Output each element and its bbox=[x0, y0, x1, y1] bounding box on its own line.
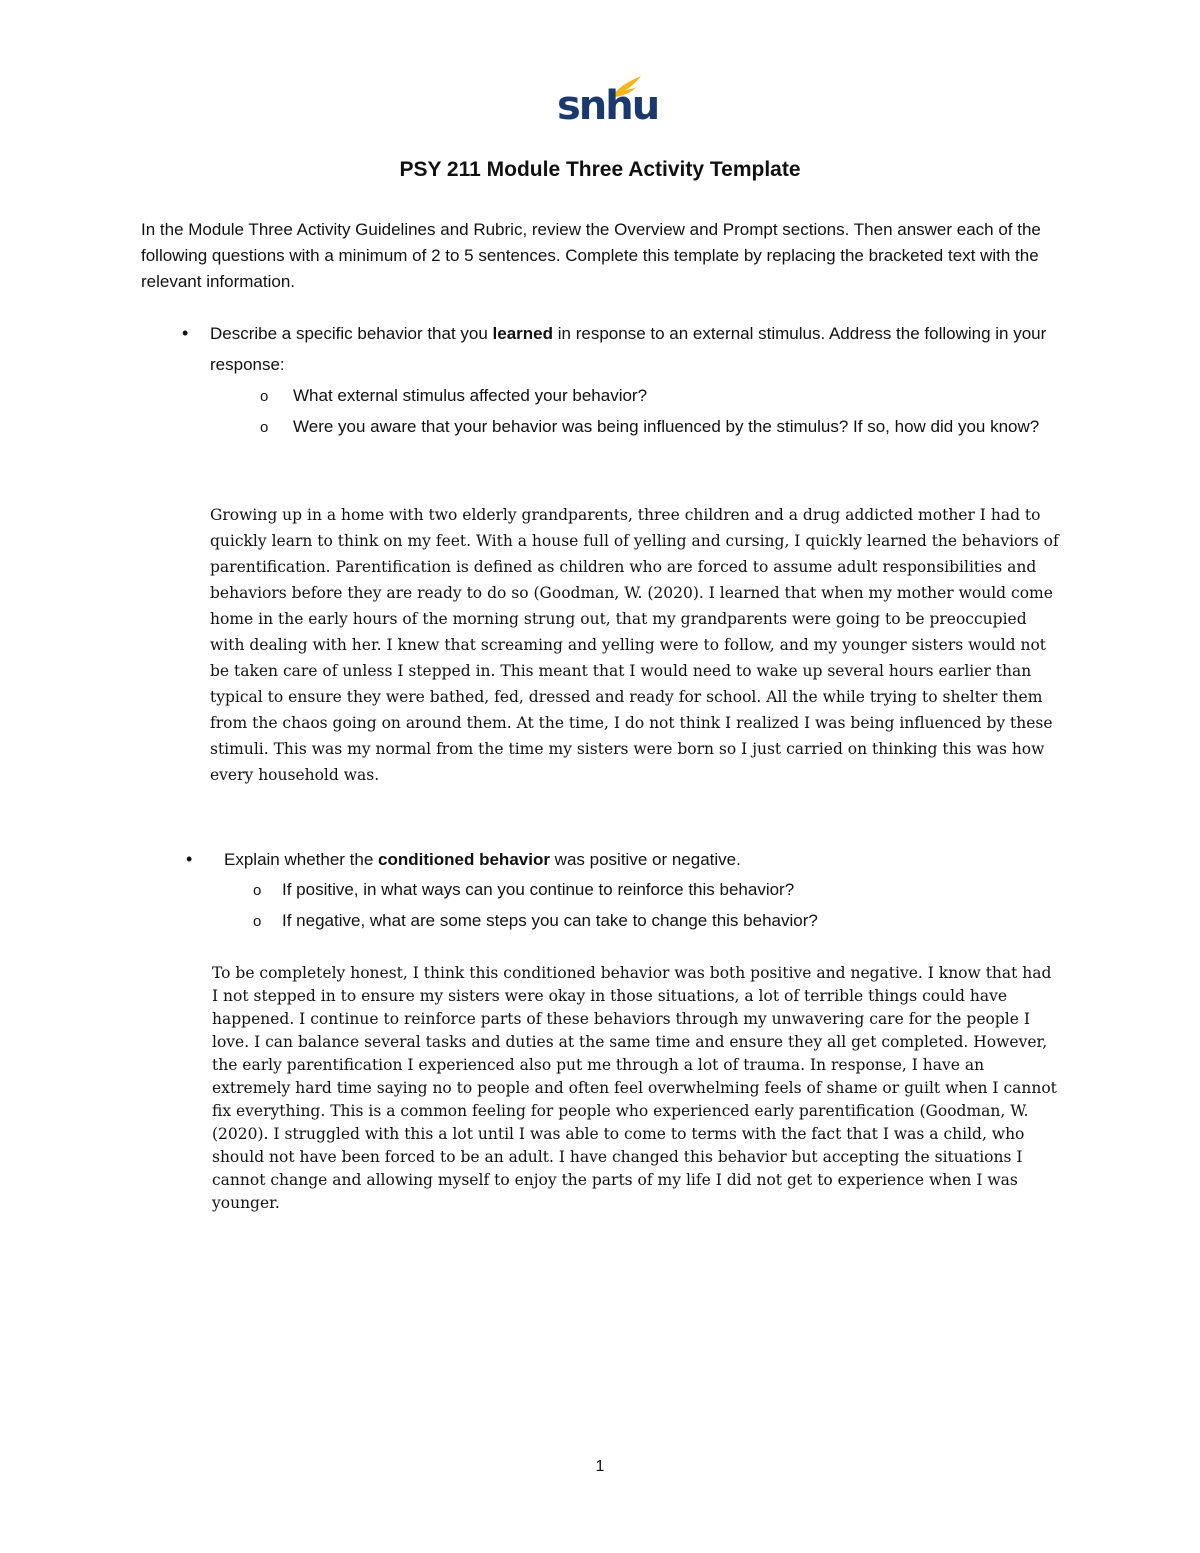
answer-1: Growing up in a home with two elderly grandparents, three children and a drug addicted mother I had to quickly learn to think on my feet. With a house full of yelling and cursing, I quickly learned the behaviors of parentification. Parentification is defined as children who are forced to assume adult responsibilities and behaviors before they are ready to do so (Goodman, W. (2020). I learned that when my mother would come home in the early hours of the morning strung out, that my grandparents were going to be preoccupied with dealing with her. I knew that screaming and yelling were to follow, and my younger sisters would not be taken care of unless I stepped in. This meant that I would need to wake up several hours earlier than typical to ensure they were bathed, fed, dressed and ready for school. All the while trying to shelter them from the chaos going on around them. At the time, I do not think I realized I was being influenced by these stimuli. This was my normal from the time my sisters were born so I just carried on thinking this was how every household was. bbox=[210, 506, 1059, 784]
logo-wordmark: snhu bbox=[557, 83, 659, 129]
question-1-sub-1 bbox=[182, 380, 1062, 411]
sub-question-text: If negative, what are some steps you can take to change this behavior? bbox=[282, 911, 818, 930]
question-2 bbox=[186, 845, 1066, 936]
sub-bullet-icon: o bbox=[253, 913, 262, 930]
intro-paragraph: In the Module Three Activity Guidelines and Rubric, review the Overview and Prompt sections. Then answer each of the following questions with a minimum of 2 to 5 sentences. Complete this template by replacing the bracketed text with the relevant information. bbox=[141, 220, 1041, 291]
question-2-text-pre: Explain whether the bbox=[224, 850, 379, 869]
sub-bullet-icon: o bbox=[260, 419, 269, 436]
page-title: PSY 211 Module Three Activity Template bbox=[399, 158, 801, 181]
question-1-keyword: learned bbox=[492, 324, 554, 343]
bullet-icon: • bbox=[182, 323, 189, 343]
bullet-icon: • bbox=[186, 849, 193, 869]
question-1 bbox=[182, 318, 1062, 442]
snhu-logo bbox=[553, 74, 659, 134]
answer-2: To be completely honest, I think this conditioned behavior was both positive and negative. I know that had I not stepped in to ensure my sisters were okay in those situations, a lot of terrible things could have happened. I continue to reinforce parts of these behaviors through my unwavering care for the people I love. I can balance several tasks and duties at the same time and ensure they all get completed. However, the early parentification I experienced also put me through a lot of trauma. In response, I have an extremely hard time saying no to people and often feel overwhelming feels of shame or guilt when I cannot fix everything. This is a common feeling for people who experienced early parentification (Goodman, W. (2020). I struggled with this a lot until I was able to come to terms with the fact that I was a child, who should not have been forced to be an adult. I have changed this behavior but accepting the situations I cannot change and allowing myself to enjoy the parts of my life I did not get to experience when I was younger. bbox=[212, 964, 1057, 1212]
sub-bullet-icon: o bbox=[260, 388, 269, 405]
question-1-sub-2 bbox=[182, 411, 1053, 442]
question-2-keyword: conditioned behavior bbox=[378, 850, 550, 869]
sub-question-text: What external stimulus affected your behavior? bbox=[293, 386, 648, 405]
question-2-text-post: was positive or negative. bbox=[549, 850, 741, 869]
question-1-text-pre: Describe a specific behavior that you bbox=[210, 324, 493, 343]
sub-question-text: Were you aware that your behavior was being influenced by the stimulus? If so, how did you know? bbox=[293, 417, 1040, 436]
question-2-sub-2 bbox=[186, 905, 1066, 936]
question-1-text-post: in response to an external stimulus. Address the following in your response: bbox=[210, 324, 1047, 374]
page-number: 1 bbox=[595, 1458, 605, 1475]
sub-bullet-icon: o bbox=[253, 882, 262, 899]
sub-question-text: If positive, in what ways can you continue to reinforce this behavior? bbox=[282, 880, 795, 899]
question-2-sub-1 bbox=[186, 874, 1066, 905]
